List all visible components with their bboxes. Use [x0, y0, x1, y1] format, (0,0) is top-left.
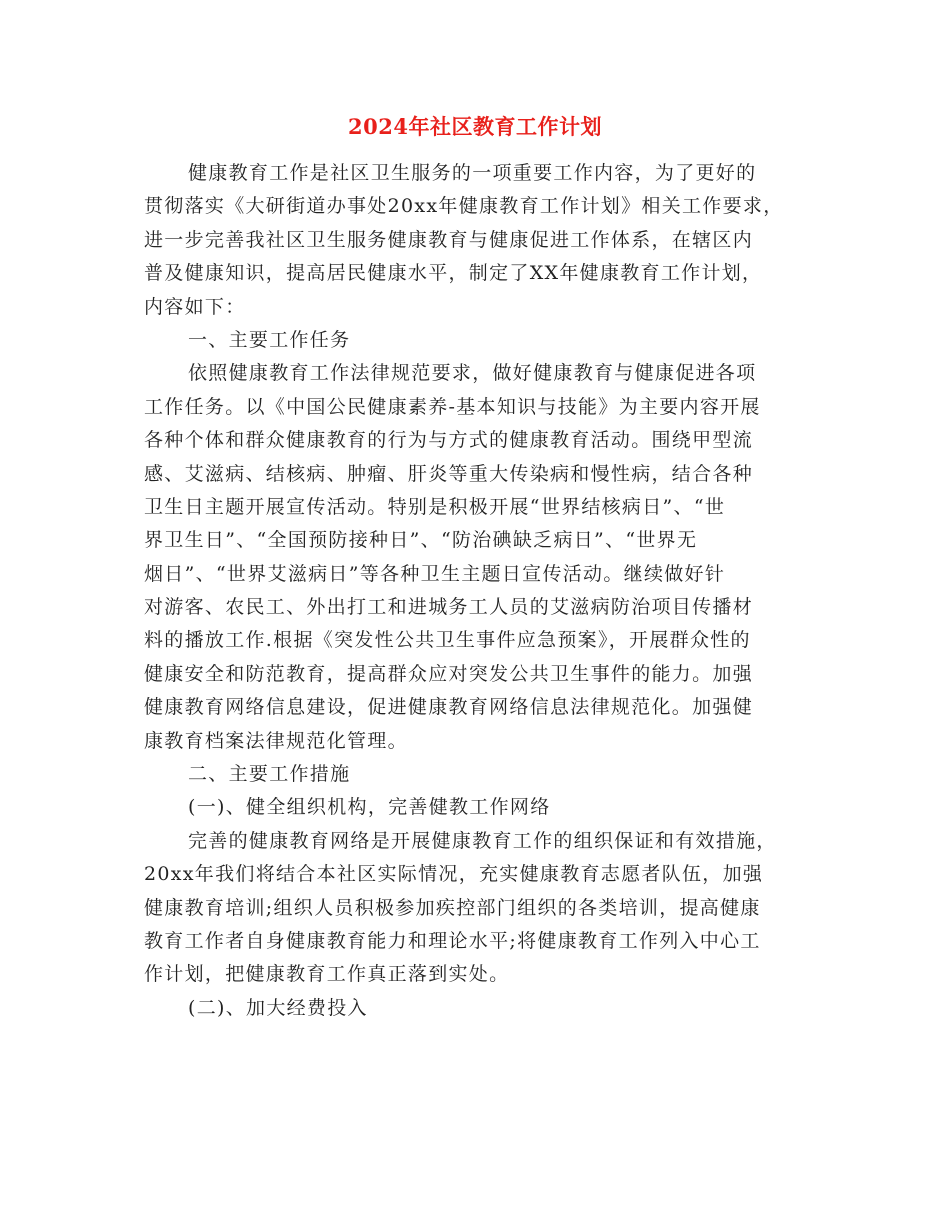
text-line: 健康教育培训;组织人员积极参加疾控部门组织的各类培训，提高健康: [144, 896, 761, 919]
text-line: 作计划，把健康教育工作真正落到实处。: [144, 963, 510, 986]
text-line: 感、艾滋病、结核病、肿瘤、肝炎等重大传染病和慢性病，结合各种: [144, 462, 754, 485]
text-line: 工作任务。以《中国公民健康素养-基本知识与技能》为主要内容开展: [144, 395, 761, 418]
text-line: 教育工作者自身健康教育能力和理论水平;将健康教育工作列入中心工: [144, 929, 761, 952]
text-line: 康教育档案法律规范化管理。: [144, 729, 408, 752]
text-line: 对游客、农民工、外出打工和进城务工人员的艾滋病防治项目传播材: [144, 596, 754, 619]
text-line: (一)、健全组织机构，完善健教工作网络: [188, 796, 551, 819]
text-line: 依照健康教育工作法律规范要求，做好健康教育与健康促进各项: [188, 362, 757, 385]
text-line: 20xx年我们将结合本社区实际情况，充实健康教育志愿者队伍，加强: [144, 863, 764, 886]
text-line: 健康教育网络信息建设，促进健康教育网络信息法律规范化。加强健: [144, 696, 754, 719]
text-line: 完善的健康教育网络是开展健康教育工作的组织保证和有效措施，: [188, 829, 777, 852]
text-line: (二)、加大经费投入: [188, 996, 368, 1019]
text-line: 健康安全和防范教育，提高群众应对突发公共卫生事件的能力。加强: [144, 662, 754, 685]
text-line: 料的播放工作.根据《突发性公共卫生事件应急预案》，开展群众性的: [144, 629, 751, 652]
document-body: [144, 157, 816, 1025]
text-line: 健康教育工作是社区卫生服务的一项重要工作内容，为了更好的: [188, 162, 757, 184]
text-line: 二、主要工作措施: [188, 763, 351, 786]
document-title: 2024年社区教育工作计划: [348, 114, 602, 139]
text-line: 普及健康知识，提高居民健康水平，制定了XX年健康教育工作计划，: [144, 262, 763, 285]
text-line: 进一步完善我社区卫生服务健康教育与健康促进工作体系，在辖区内: [144, 228, 754, 251]
text-line: 烟日”、“世界艾滋病日”等各种卫生主题日宣传活动。继续做好针: [144, 562, 726, 585]
text-line: 界卫生日”、“全国预防接种日”、“防治碘缺乏病日”、“世界无: [144, 529, 698, 552]
text-line: 一、主要工作任务: [188, 328, 351, 351]
text-line: 各种个体和群众健康教育的行为与方式的健康教育活动。围绕甲型流: [144, 429, 754, 452]
text-line: 卫生日主题开展宣传活动。特别是积极开展“世界结核病日”、“世: [144, 495, 726, 518]
text-line: 贯彻落实《大研街道办事处20xx年健康教育工作计划》相关工作要求，: [144, 195, 784, 218]
text-line: 内容如下：: [144, 295, 246, 318]
